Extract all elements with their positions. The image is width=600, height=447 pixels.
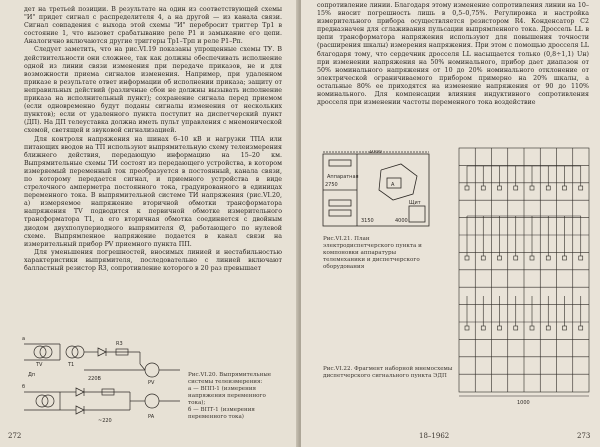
room-c-label: Щит [409, 200, 421, 206]
label-220: ~220 [98, 418, 112, 424]
room-a-label: A [391, 182, 395, 188]
paragraph: Следует заметить, что на рис.VI.19 показаны упрощенные схемы ТУ. В действительности они сложнее, так как должны обеспечивать исполнение одной из линии связи изменения при передаче приказов, не и для возможности приема сигналов изменения. Например, при удаленном приказе в результате ответ информации об исполнении приказа; защиту от неправильных действий (различные сбои не должны вызывать исполнение приказа на исполнительный пункт); сохранение сигнала перед приемом (если одновременно будут поданы сигналы изменения от нескольких пунктов); если от удаленного пункта поступит на диспетчерский пункт (ДП). На ДП телеуставка должна иметь пульт управления с мнемонической схемой, светящей и звуковой сигнализацией. [24, 46, 282, 135]
page-number-left: 272 [8, 432, 22, 440]
label-dn: Дп [28, 372, 36, 378]
figure-vi21-caption: Рис.VI.21. План электродиспетчерского пункта и компоновки аппаратуры телемеханики и диспетчерского оборудования [323, 236, 422, 270]
dim-2750: 2750 [325, 182, 338, 188]
left-text-block [24, 6, 282, 273]
caption-b: б — ВПТ-1 (измерения переменного тока) [188, 407, 255, 420]
dim-1000: 1000 [369, 150, 382, 155]
dim-3150: 3150 [361, 218, 374, 224]
paragraph: Для уменьшения погрешностей, вносимых линией и нестабильностью характеристики выпрямителя, последовательно с линией включают балластный резистор R3, сопротивление которого в 20 раз превышает [24, 248, 282, 272]
label-tv: TV [36, 362, 43, 368]
footer-signature: 18–1962 [419, 432, 450, 440]
label-220v: 220В [88, 376, 101, 382]
label-r3: R3 [116, 341, 123, 347]
figure-vi20-schematic [20, 330, 185, 426]
label-pa: PA [148, 414, 155, 420]
page-number-right: 273 [577, 432, 591, 440]
figure-label-a: а [22, 336, 26, 342]
room-b-label: Аппаратная [327, 174, 359, 180]
caption-a: а — ВПП-1 (измерения напряжения переменного тока); [188, 386, 266, 406]
dim-1000-b: 1000 [517, 400, 530, 406]
figure-vi21-floorplan [321, 150, 433, 230]
label-t1: T1 [68, 362, 75, 368]
dim-4000: 4000 [395, 218, 408, 224]
paragraph: сопротивление линии. Благодаря этому изменение сопротивления линии на 10–15% вносит погрешность лишь в 0,5–0,75%. Регулировка и настройка измерительного прибора осуществляется резистором R4. Конденсатор C2 предназначен для сглаживания пульсации выпрямленного тока. Дроссель LL в цепи трансформатора напряжения используют для повышения точности (расширения шкалы) измерения напряжения. При этом с помощью дросселя LL благодаря тому, что сердечник дросселя LL насыщается только (0,8÷1,1) Uн) при изменении напряжения на 50% номинального, прибор дает диапазон от 50% номинального напряжения от 10 до 20% номинального отклонение от электрической ограничиваемого прибором примерно на 20% шкалы, а остальные 80% ее приходятся на изменение напряжения от 90 до 110% номинального. Для компенсации влияния индуктивного сопротивления дросселя при изменении частоты переменного тока воздействие [317, 2, 589, 107]
figure-label-b: б [22, 384, 26, 390]
caption-title: Рис.VI.20. Выпрямительные системы телеизмерения: [188, 372, 272, 385]
paragraph: дет на третьей позиции. В результате на один из соответствующей схемы "И" придет сигнал с распределителя 4, а на другой — из канала связи. Сигнал совпадения с выхода этой схемы "И" перебросит триггер Тр1 в состояние 1, что вызовет срабатывание реле Р1 и замыкание его цепи. Аналогично включаются другие триггеры Тр1–Трп и реле Р1–Рп. [24, 6, 282, 46]
figure-vi20-caption [188, 372, 284, 421]
paragraph: Для контроля напряжения на шинах 6–10 кВ и нагрузки ТПА или питающих вводов на ТП используют выпрямительную схему телеизмерения ближнего действия, передающую информацию на 15–20 км. Выпрямительные схемы ТИ состоят из передающего устройства, в котором измеряемый переменный ток преобразуется в постоянный, канала связи, по которому передается сигнал, и приемного устройства в виде стрелочного амперметра постоянного тока, градуированного в единицах переменного тока. В выпрямительной системе ТИ напряжения (рис.VI.20, а) измеряемое напряжение вторичной обмотки трансформатора напряжения TV подводится к первичной обмотке измерительного трансформатора T1, а его вторичная обмотка соединяется с двойным диодом двухполупериодного выпрямителя Ø, работающего по нулевой схеме. Выпрямленное напряжение подается в канал связи на измерительный прибор PV приемного пункта ПП. [24, 135, 282, 248]
label-pv: PV [148, 380, 155, 386]
figure-vi22-mnemoscheme [457, 146, 591, 408]
figure-vi22-caption: Рис.VI.22. Фрагмент наборной мнемосхемы диспетчерского сигнального пункта ЭДП [323, 366, 453, 379]
left-page [0, 0, 298, 447]
right-text-block [317, 2, 589, 107]
right-page [301, 0, 600, 447]
